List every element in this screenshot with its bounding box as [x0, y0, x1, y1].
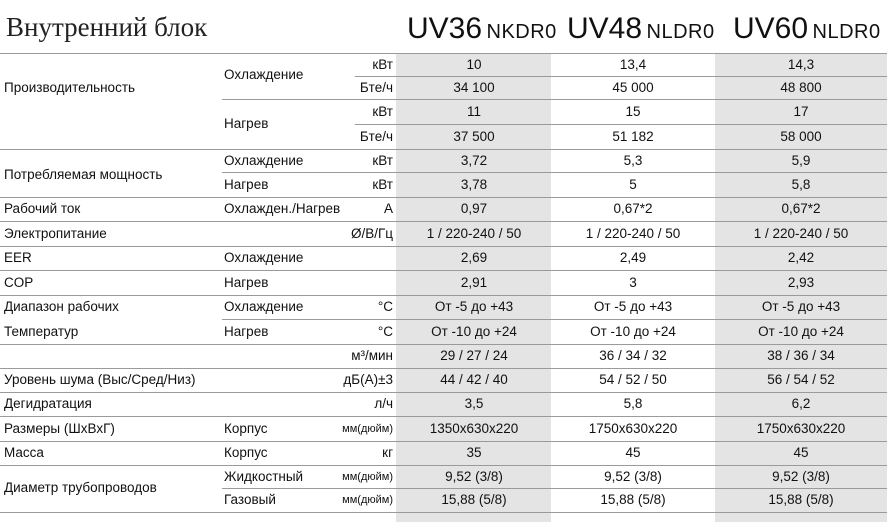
grid-line [355, 124, 887, 125]
value-cell: 3,72 [460, 152, 488, 168]
value-cell: 1750x630x220 [588, 420, 678, 436]
grid-line [222, 172, 887, 173]
value-cell: 51 182 [612, 128, 654, 144]
value-cell: 45 [793, 445, 809, 460]
unit-label: °С [377, 323, 393, 339]
value-cell: 0,67*2 [613, 201, 653, 216]
param-label: Потребляемая мощность [4, 166, 163, 182]
unit-label: кг [382, 445, 393, 460]
value-cell: 29 / 27 / 24 [440, 348, 508, 363]
value-cell: 2,69 [460, 250, 488, 265]
value-cell: 1750x630x220 [756, 420, 846, 436]
grid-line [0, 246, 887, 247]
param-label: Дегидратация [4, 396, 92, 411]
param-label: Температур [4, 323, 79, 339]
value-cell: 2,91 [460, 274, 488, 290]
value-cell: 1 / 220-240 / 50 [426, 225, 522, 241]
value-cell: 11 [466, 103, 481, 119]
param-label: Уровень шума (Выс/Сред/Низ) [4, 372, 196, 387]
grid-line [0, 368, 887, 369]
mode-label: Нагрев [224, 176, 269, 192]
unit-label: Бте/ч [359, 128, 393, 144]
grid-line [0, 392, 887, 393]
value-cell: 2,49 [619, 250, 647, 265]
value-cell: 17 [793, 103, 809, 119]
unit-label: °С [377, 299, 393, 314]
value-cell: 36 / 34 / 32 [599, 348, 667, 363]
param-label: Производительность [4, 79, 136, 95]
param-label: COP [4, 274, 34, 290]
grid-line [0, 416, 887, 417]
mode-label: Жидкостный [224, 468, 304, 484]
grid-line [0, 270, 887, 271]
param-label: Диапазон рабочих [4, 299, 119, 314]
unit-label: Ø/В/Гц [350, 225, 393, 241]
value-cell: 1 / 220-240 / 50 [753, 225, 849, 241]
mode-label: Нагрев [224, 274, 269, 290]
grid-line [0, 197, 887, 198]
value-cell: 2,42 [787, 250, 815, 265]
unit-label: дБ(А)±3 [343, 372, 393, 387]
table-title: Внутренний блок [6, 12, 208, 42]
value-cell: 2,93 [787, 274, 815, 290]
unit-label: А [383, 201, 393, 216]
mode-label: Охлаждение [224, 152, 304, 168]
mode-label: Охлаждение [224, 66, 304, 82]
value-cell: 6,2 [791, 396, 811, 411]
unit-label: кВт [372, 103, 393, 119]
grid-line [355, 76, 887, 77]
unit-label: мм(дюйм) [342, 422, 393, 435]
unit-label: кВт [372, 56, 393, 72]
unit-label: кВт [372, 152, 393, 168]
mode-label: Корпус [224, 445, 268, 460]
grid-line [0, 295, 887, 296]
param-label: EER [4, 250, 32, 265]
value-cell: 15 [625, 103, 641, 119]
grid-line [0, 221, 887, 222]
value-cell: 38 / 36 / 34 [767, 348, 835, 363]
value-cell: 5 [629, 176, 637, 192]
value-cell: 5,8 [791, 176, 811, 192]
value-cell: 3,78 [460, 176, 488, 192]
value-cell: 45 [625, 445, 641, 460]
value-cell: 0,67*2 [781, 201, 821, 216]
value-cell: 14,3 [787, 56, 815, 72]
grid-line [222, 319, 887, 320]
mode-label: Нагрев [224, 323, 269, 339]
mode-label: Корпус [224, 420, 268, 436]
value-cell: От -10 до +24 [758, 323, 844, 339]
unit-label: мм(дюйм) [342, 494, 393, 506]
value-cell: 1350x630x220 [429, 420, 519, 436]
mode-label: Охлажден./Нагрев [224, 201, 341, 216]
unit-label: л/ч [374, 396, 393, 411]
value-cell: 35 [466, 445, 482, 460]
value-cell: 58 000 [780, 128, 822, 144]
grid-line [0, 344, 887, 345]
unit-label: Бте/ч [359, 79, 393, 95]
param-label: Рабочий ток [4, 201, 81, 216]
value-cell: 48 800 [780, 79, 822, 95]
grid-line [222, 488, 887, 489]
value-cell: 3,5 [464, 396, 484, 411]
value-cell: 9,52 (3/8) [604, 468, 662, 484]
value-cell: От -5 до +43 [761, 299, 841, 314]
model-header-1: UV36 NKDR0 [407, 12, 557, 45]
value-cell: От -10 до +24 [590, 323, 676, 339]
value-cell: 15,88 (5/8) [441, 492, 507, 507]
value-cell: 1 / 220-240 / 50 [585, 225, 681, 241]
grid-line [222, 99, 887, 100]
value-cell: 34 100 [453, 79, 495, 95]
value-cell: 15,88 (5/8) [768, 492, 834, 507]
mode-label: Нагрев [224, 115, 269, 131]
grid-line [0, 149, 887, 150]
unit-label: мм(дюйм) [342, 470, 393, 483]
mode-label: Газовый [224, 492, 276, 507]
unit-label: кВт [372, 176, 393, 192]
value-cell: 13,4 [619, 56, 647, 72]
value-cell: 9,52 (3/8) [772, 468, 830, 484]
mode-label: Охлаждение [224, 299, 304, 314]
param-label: Диаметр трубопроводов [4, 479, 157, 495]
value-cell: От -5 до +43 [593, 299, 673, 314]
grid-line [0, 465, 887, 466]
value-cell: 3 [629, 274, 637, 290]
value-cell: От -10 до +24 [431, 323, 517, 339]
value-cell: 54 / 52 / 50 [599, 372, 667, 387]
value-cell: 15,88 (5/8) [600, 492, 666, 507]
value-cell: 37 500 [453, 128, 495, 144]
value-cell: 9,52 (3/8) [445, 468, 503, 484]
value-cell: 44 / 42 / 40 [440, 372, 508, 387]
model-header-2: UV48 NLDR0 [567, 12, 715, 45]
value-cell: 5,3 [623, 152, 643, 168]
value-cell: 0,97 [460, 201, 488, 216]
param-label: Размеры (ШхВхГ) [4, 420, 115, 436]
value-cell: 5,9 [791, 152, 811, 168]
param-label: Масса [4, 445, 44, 460]
model-header-3: UV60 NLDR0 [733, 12, 881, 45]
param-label: Электропитание [4, 225, 107, 241]
value-cell: 5,8 [623, 396, 643, 411]
grid-line [0, 441, 887, 442]
value-cell: От -5 до +43 [434, 299, 514, 314]
grid-line [0, 512, 887, 513]
unit-label: м³/мин [351, 348, 393, 363]
value-cell: 10 [466, 56, 482, 72]
value-cell: 56 / 54 / 52 [767, 372, 835, 387]
mode-label: Охлаждение [224, 250, 304, 265]
grid-line [0, 53, 887, 54]
value-cell: 45 000 [612, 79, 654, 95]
